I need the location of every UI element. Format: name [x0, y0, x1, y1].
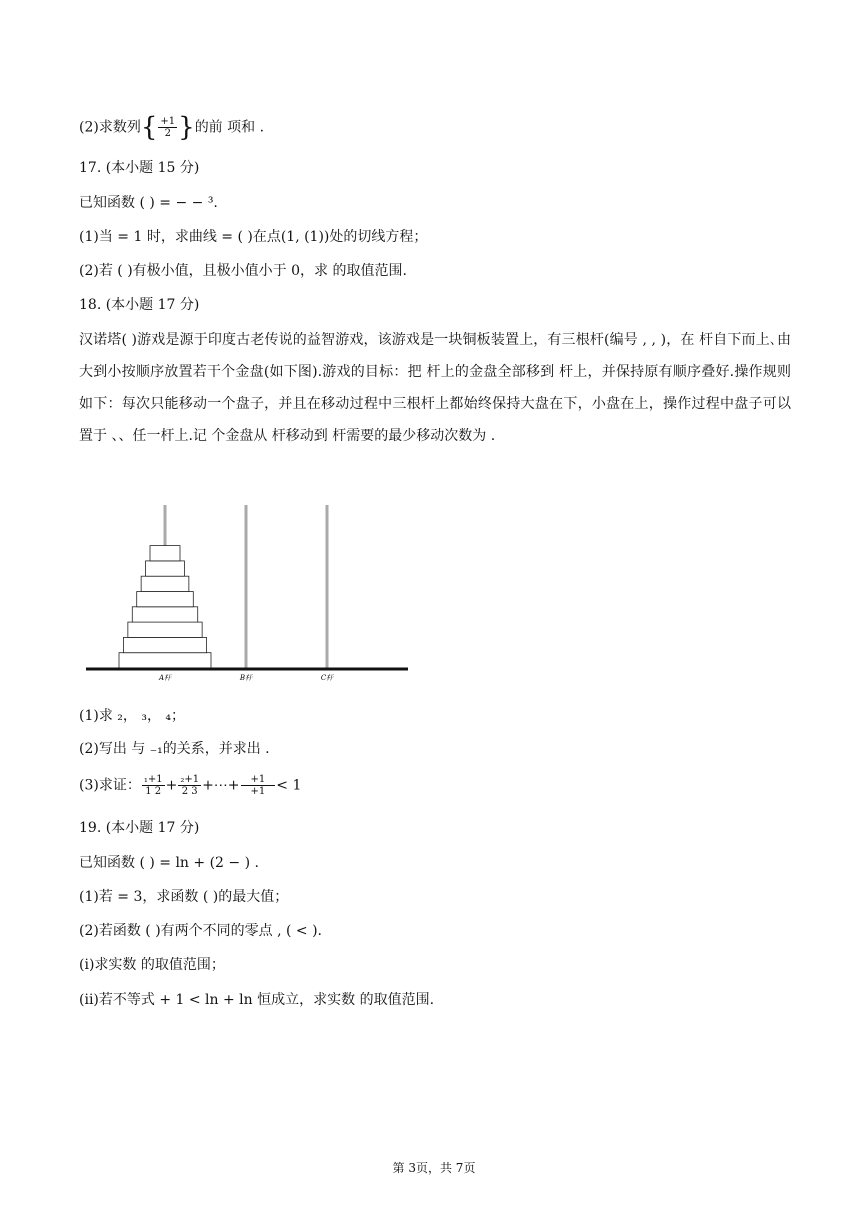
q19-part2: (2)若函数 ( )有两个不同的零点 , ( < ). — [79, 923, 323, 939]
fraction-2 — [178, 774, 201, 797]
frac-den: 2 3 — [181, 786, 198, 797]
q18-part2: (2)写出 与 ₋₁的关系，并求出 . — [79, 741, 270, 757]
q19-part1: (1)若 = 3，求函数 ( )的最大值； — [79, 889, 289, 905]
rod-label-a: A杆 — [158, 674, 172, 682]
q18-body: 汉诺塔( )游戏是源于印度古老传说的益智游戏，该游戏是一块铜板装置上，有三根杆(编号 , , )，在 杆自下而上､由大到小按顺序放置若干个金盘(如下图).游戏的目标：把 杆上的金盘全部移到 杆上，并保持原有顺序叠好.操作规则如下：每次只能移动一个盘子，并且在移动过程中三根杆上都始终保持大盘在下，小盘在上，操作过程中盘子可以置于 、、任一杆上.记 个金盘从 杆移动到 杆需要的最少移动次数为 . — [79, 332, 791, 444]
q19-part2-ii: (ii)若不等式 + 1 < ln + ln 恒成立，求实数 的取值范围. — [79, 992, 435, 1008]
frac-den: 2 — [164, 128, 171, 139]
text: 的前 项和 . — [194, 119, 265, 136]
fraction-3 — [241, 774, 276, 797]
frac-den: 1 2 — [145, 786, 162, 797]
rod-label-c: C杆 — [320, 674, 334, 682]
hanoi-figure — [80, 500, 420, 685]
disk-4 — [132, 607, 197, 622]
q17-intro: 已知函数 ( ) = − − ³. — [79, 195, 218, 211]
fraction-1 — [142, 774, 165, 797]
ellipsis: +⋯+ — [202, 777, 240, 794]
q18-title: 18. (本小题 17 分) — [79, 297, 200, 313]
q19-title: 19. (本小题 17 分) — [79, 820, 200, 836]
disk-8 — [150, 546, 180, 561]
q17-part2: (2)若 ( )有极小值，且极小值小于 0，求 的取值范围. — [79, 263, 407, 279]
page-footer: 第 3页，共 7页 — [392, 1161, 476, 1175]
frac-num: +1 — [241, 774, 276, 786]
disk-3 — [128, 622, 202, 637]
frac-den: +1 — [250, 786, 266, 797]
q16-part2-line — [79, 112, 265, 143]
disks — [119, 546, 211, 668]
right-brace: } — [178, 112, 195, 143]
q18-part3 — [79, 774, 301, 797]
text: (2)求数列 — [79, 119, 141, 136]
disk-7 — [146, 561, 185, 576]
fraction — [158, 116, 177, 139]
disk-2 — [123, 637, 206, 652]
q18-part1: (1)求 ₂， ₃， ₄； — [79, 708, 186, 724]
disk-6 — [141, 576, 189, 591]
frac-num: ₁+1 — [143, 774, 163, 785]
plus-sign: + — [165, 777, 178, 794]
frac-num: ₂+1 — [180, 774, 200, 785]
disk-1 — [119, 653, 211, 668]
frac-num: +1 — [160, 116, 176, 127]
q17-title: 17. (本小题 15 分) — [79, 160, 200, 176]
q19-intro: 已知函数 ( ) = ln + (2 − ) . — [79, 855, 259, 871]
q17-part1: (1)当 = 1 时，求曲线 = ( )在点(1, (1))处的切线方程； — [79, 229, 428, 245]
q19-part2-i: (i)求实数 的取值范围； — [79, 957, 225, 973]
left-brace: { — [140, 112, 158, 143]
rod-label-b: B杆 — [239, 674, 253, 682]
text: (3)求证： — [79, 777, 141, 794]
text: < 1 — [276, 777, 302, 794]
disk-5 — [137, 592, 194, 607]
